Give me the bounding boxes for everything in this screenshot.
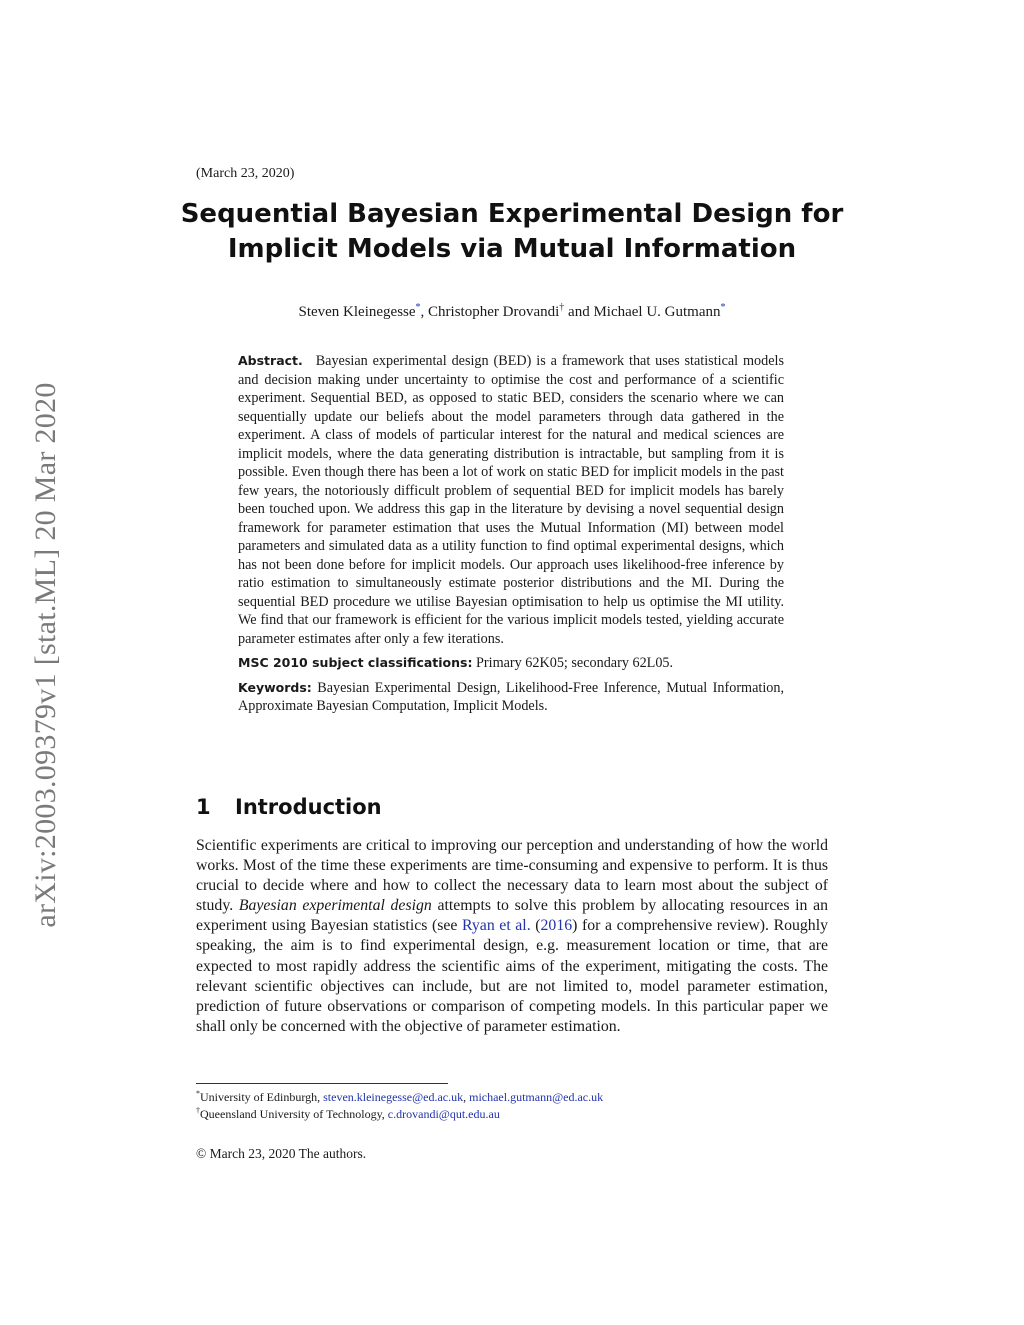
footnote-rule	[196, 1083, 448, 1084]
msc-label: MSC 2010 subject classifications:	[238, 655, 473, 670]
paper-title: Sequential Bayesian Experimental Design for Implicit Models via Mutual Information	[180, 199, 844, 264]
author-affiliation-mark[interactable]: *	[415, 302, 421, 313]
footnote-text: University of Edinburgh,	[200, 1090, 321, 1104]
author-separator: and	[564, 304, 594, 320]
intro-emphasis: Bayesian experimental design	[238, 897, 432, 915]
email-link[interactable]: c.drovandi@qut.edu.au	[387, 1107, 500, 1121]
author-name: Steven Kleinegesse	[298, 304, 416, 320]
keywords-label: Keywords:	[238, 679, 312, 695]
copyright-icon: ©	[196, 1146, 207, 1161]
copyright-text: March 23, 2020 The authors.	[209, 1146, 367, 1161]
author-affiliation-mark[interactable]: †	[559, 302, 565, 313]
arxiv-side-identifier: arXiv:2003.09379v1 [stat.ML] 20 Mar 2020	[29, 382, 62, 928]
copyright-line	[196, 1146, 366, 1162]
footnote-text: Queensland University of Technology,	[200, 1107, 385, 1121]
author-list	[160, 302, 864, 321]
intro-text: Scientific experiments are critical to improving our perception and understanding of how the world works. Most of the time these experiments are time-consuming and expensive to perform. It is thus crucial to decide where and how to collect the necessary data to learn most about the subject of study.	[196, 837, 828, 915]
intro-paragraph: Scientific experiments are critical to improving our perception and understanding of how the world works. Most of the time these experiments are time-consuming and expensive to perform. It is thus crucial to decide where and how to collect the necessary data to learn most about the subject of study. Bayesian experimental design attempts to solve this problem by allocating resources in an experiment using Bayesian statistics (see Ryan et al. (2016) for a comprehensive review). Roughly speaking, the aim is to find experimental design, e.g. measurement location or time, that are expected to most rapidly address the scientific aims of the experiment, mitigating the costs. The relevant scientific objectives can include, but are not limited to, model parameter estimation, prediction of future observations or comparison of competing models. In this particular paper we shall only be concerned with the objective of parameter estimation.	[196, 837, 829, 1035]
author-name: Christopher Drovandi	[428, 304, 560, 320]
footnote-separator: ,	[463, 1090, 467, 1104]
abstract-paragraph	[238, 352, 784, 648]
email-link[interactable]: michael.gutmann@ed.ac.uk	[469, 1090, 604, 1104]
msc-text: Primary 62K05; secondary 62L05.	[476, 655, 674, 671]
section-number: 1	[196, 795, 211, 819]
abstract-label: Abstract.	[238, 353, 303, 368]
author-name: Michael U. Gutmann	[593, 304, 721, 320]
footnote-2	[196, 1106, 500, 1122]
intro-text: attempts to solve this problem by allocating resources in an experiment using Bayesian statistics (see	[196, 897, 829, 935]
citation-author-link[interactable]: Ryan et al.	[462, 917, 531, 935]
email-link[interactable]: steven.kleinegesse@ed.ac.uk	[323, 1090, 464, 1104]
abstract-block	[238, 352, 784, 716]
intro-text: for a comprehensive review). Roughly speaking, the aim is to find experimental design, e.g. measurement location or time, that are expected to most rapidly address the scientific aims of the experiment, mitigating the costs. The relevant scientific objectives can include, but are not limited to, model parameter estimation, prediction of future observations or comparison of competing models. In this particular paper we shall only be concerned with the objective of parameter estimation.	[196, 917, 828, 1035]
msc-line	[238, 654, 784, 673]
abstract-text: Bayesian experimental design (BED) is a framework that uses statistical models and decision making under uncertainty to optimise the cost and performance of a scientific experiment. Sequential BED, as opposed to static BED, considers the scenario where we can sequentially update our beliefs about the model parameters through data gathered in the experiment. A class of models of particular interest for the natural and medical sciences are implicit models, where the data generating distribution is intractable, but sampling from it is possible. Even though there has been a lot of work on static BED for implicit models in the past few years, the notoriously difficult problem of sequential BED for implicit models has barely been touched upon. We address this gap in the literature by devising a novel sequential design framework for parameter estimation that uses the Mutual Information (MI) between model parameters and simulated data as a utility function to find optimal experimental designs, which has not been done before for implicit models. Our approach uses likelihood-free inference by ratio estimation to simultaneously estimate posterior distributions and the MI. During the sequential BED procedure we utilise Bayesian optimisation to help us optimise the MI utility. We find that our framework is efficient for the various implicit models tested, yielding accurate parameter estimates after only a few iterations.	[238, 353, 785, 647]
author-affiliation-mark[interactable]: *	[720, 302, 726, 313]
section-title: Introduction	[235, 795, 382, 819]
footnote-mark: †	[196, 1106, 200, 1115]
author-separator: ,	[420, 304, 429, 320]
keywords-text: Bayesian Experimental Design, Likelihood-Free Inference, Mutual Information, Approximate Bayesian Computation, Implicit Models.	[238, 679, 784, 714]
keywords-line	[238, 679, 784, 716]
citation-year-link[interactable]: 2016	[540, 917, 573, 935]
section-heading	[196, 795, 382, 819]
footnote-mark: *	[196, 1089, 200, 1098]
footnote-1	[196, 1089, 603, 1105]
date-line: (March 23, 2020)	[196, 166, 295, 181]
